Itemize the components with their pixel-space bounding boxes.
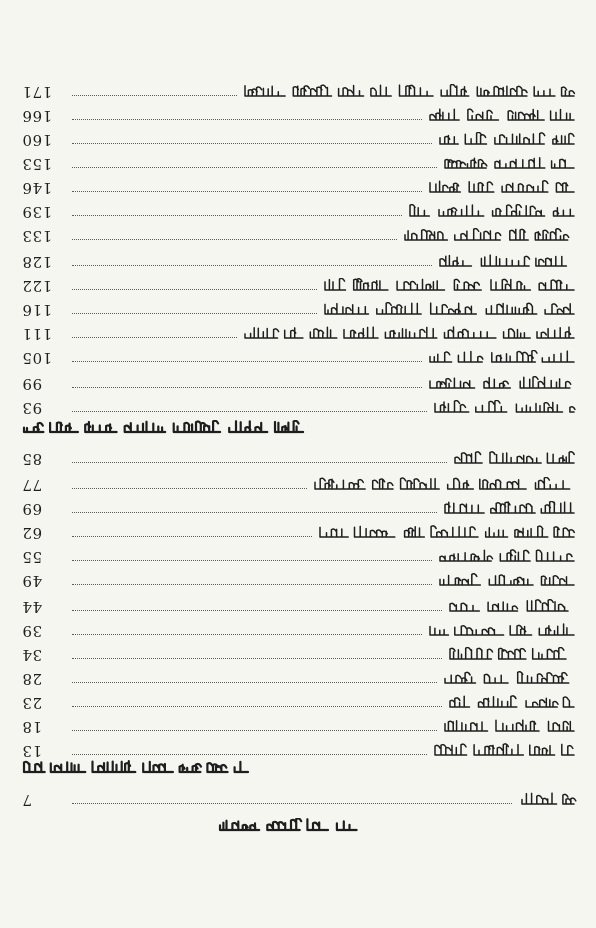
entry-title-script bbox=[243, 84, 578, 102]
contents-title bbox=[218, 818, 368, 840]
dot-leader bbox=[72, 658, 442, 659]
entry-title-script bbox=[443, 671, 578, 689]
toc-entry bbox=[0, 645, 596, 665]
toc-entry bbox=[0, 571, 596, 591]
page-number: 34 bbox=[22, 646, 43, 664]
page-number: 153 bbox=[22, 155, 53, 173]
page-number: 133 bbox=[22, 227, 53, 245]
section-heading-lower bbox=[0, 758, 596, 782]
toc-entry bbox=[0, 717, 596, 737]
entry-title-script bbox=[443, 501, 578, 519]
toc-entry bbox=[0, 202, 596, 222]
dot-leader bbox=[72, 289, 317, 290]
entry-title-script bbox=[438, 254, 578, 272]
entry-title-script bbox=[443, 156, 578, 174]
dot-leader bbox=[72, 488, 307, 489]
toc-entry bbox=[0, 348, 596, 368]
entry-title-script bbox=[448, 599, 578, 617]
heading-script bbox=[22, 760, 252, 782]
toc-entry bbox=[0, 499, 596, 519]
page-number: 146 bbox=[22, 179, 53, 197]
toc-entry bbox=[0, 449, 596, 469]
dot-leader bbox=[72, 803, 512, 804]
toc-entry bbox=[0, 178, 596, 198]
page-number: 44 bbox=[22, 598, 43, 616]
entry-title-script bbox=[453, 451, 578, 469]
dot-leader bbox=[72, 754, 427, 755]
toc-entry bbox=[0, 154, 596, 174]
dot-leader bbox=[72, 313, 317, 314]
heading-script bbox=[22, 420, 312, 442]
page-number: 18 bbox=[22, 718, 43, 736]
dot-leader bbox=[72, 610, 442, 611]
page-number: 122 bbox=[22, 277, 53, 295]
toc-entry bbox=[0, 130, 596, 150]
entry-title-script bbox=[428, 180, 578, 198]
dot-leader bbox=[72, 265, 432, 266]
entry-title-script bbox=[318, 525, 578, 543]
dot-leader bbox=[72, 512, 437, 513]
page-number: 116 bbox=[22, 301, 53, 319]
toc-entry bbox=[0, 475, 596, 495]
dot-leader bbox=[72, 337, 237, 338]
toc-entry bbox=[0, 374, 596, 394]
toc-entry bbox=[0, 693, 596, 713]
entry-title-script bbox=[428, 108, 578, 126]
dot-leader bbox=[72, 191, 422, 192]
dot-leader bbox=[72, 95, 237, 96]
page-number: 111 bbox=[22, 325, 53, 343]
page-number: 160 bbox=[22, 131, 53, 149]
toc-entry bbox=[0, 226, 596, 246]
dot-leader bbox=[72, 167, 437, 168]
dot-leader bbox=[72, 730, 437, 731]
page-number: 105 bbox=[22, 349, 53, 367]
entry-title-script bbox=[443, 719, 578, 737]
entry-title-script bbox=[428, 376, 578, 394]
entry-title-script bbox=[323, 278, 578, 296]
toc-entry bbox=[0, 523, 596, 543]
page-number: 62 bbox=[22, 524, 43, 542]
page-number: 85 bbox=[22, 450, 43, 468]
toc-entry bbox=[0, 300, 596, 320]
dot-leader bbox=[72, 634, 422, 635]
entry-title-script bbox=[323, 302, 578, 320]
dot-leader bbox=[72, 387, 422, 388]
page-number: 39 bbox=[22, 622, 43, 640]
page-number: 171 bbox=[22, 83, 53, 101]
entry-title-script bbox=[433, 400, 578, 418]
entry-title-script bbox=[243, 326, 578, 344]
page-number: 99 bbox=[22, 375, 43, 393]
toc-entry bbox=[0, 252, 596, 272]
dot-leader bbox=[72, 119, 422, 120]
entry-title-script bbox=[428, 623, 578, 641]
page-number: 93 bbox=[22, 399, 43, 417]
entry-title-script bbox=[438, 549, 578, 567]
dot-leader bbox=[72, 361, 422, 362]
entry-title-script bbox=[313, 477, 578, 495]
page-number: 49 bbox=[22, 572, 43, 590]
section-heading-upper bbox=[0, 418, 596, 442]
page-number: 69 bbox=[22, 500, 43, 518]
entry-title-script bbox=[448, 647, 578, 665]
dot-leader bbox=[72, 215, 402, 216]
dot-leader bbox=[72, 462, 447, 463]
dot-leader bbox=[72, 411, 427, 412]
entry-title-script bbox=[448, 695, 578, 713]
dot-leader bbox=[72, 560, 432, 561]
page-number: 55 bbox=[22, 548, 43, 566]
toc-entry bbox=[0, 276, 596, 296]
toc-entry bbox=[0, 547, 596, 567]
dot-leader bbox=[72, 536, 312, 537]
dot-leader bbox=[72, 706, 442, 707]
page-number: 77 bbox=[22, 476, 43, 494]
entry-title-script bbox=[408, 204, 578, 222]
toc-entry bbox=[0, 669, 596, 689]
entry-title-script bbox=[403, 228, 578, 246]
intro-page-number: 7 bbox=[22, 791, 33, 809]
toc-entry bbox=[0, 398, 596, 418]
page-number: 166 bbox=[22, 107, 53, 125]
entry-title-script bbox=[438, 573, 578, 591]
dot-leader bbox=[72, 239, 397, 240]
entry-title-script bbox=[520, 792, 578, 810]
dot-leader bbox=[72, 682, 437, 683]
dot-leader bbox=[72, 584, 432, 585]
toc-entry bbox=[0, 106, 596, 126]
page-number: 139 bbox=[22, 203, 53, 221]
entry-title-script bbox=[428, 350, 578, 368]
toc-entry bbox=[0, 597, 596, 617]
page-number: 13 bbox=[22, 742, 43, 760]
entry-title-script bbox=[438, 132, 578, 150]
intro-entry bbox=[0, 790, 596, 810]
page-number: 128 bbox=[22, 253, 53, 271]
page-number: 28 bbox=[22, 670, 43, 688]
toc-entry bbox=[0, 621, 596, 641]
toc-entry bbox=[0, 82, 596, 102]
dot-leader bbox=[72, 143, 432, 144]
page-number: 23 bbox=[22, 694, 43, 712]
toc-entry bbox=[0, 324, 596, 344]
